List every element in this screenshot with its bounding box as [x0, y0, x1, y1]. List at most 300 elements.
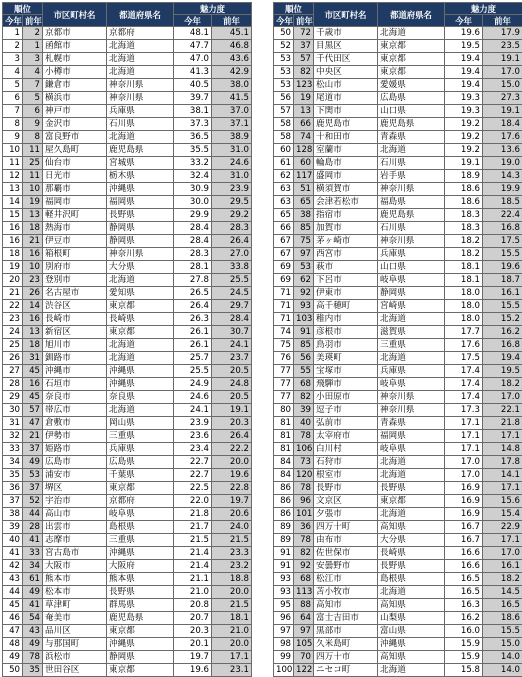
rank-this-year-cell: 48: [3, 638, 23, 651]
table-row: [274, 469, 522, 482]
rank-this-year-cell: 10: [3, 144, 23, 157]
prefecture-cell: 長野県: [378, 560, 445, 573]
rank-this-year-cell: 33: [3, 443, 23, 456]
score-last-year-cell: 26.4: [212, 235, 252, 248]
table-row: [3, 144, 252, 157]
score-this-year-cell: 18.0: [445, 287, 483, 300]
prefecture-cell: 東京都: [107, 482, 174, 495]
rank-last-year-header: 前年: [294, 15, 314, 27]
score-this-year-cell: 18.2: [445, 235, 483, 248]
prefecture-cell: 北海道: [378, 352, 445, 365]
rank-last-year-cell: 92: [294, 560, 314, 573]
rank-last-year-cell: 97: [294, 625, 314, 638]
score-this-year-cell: 28.1: [174, 261, 212, 274]
score-last-year-cell: 19.6: [212, 469, 252, 482]
score-this-year-cell: 22.7: [174, 469, 212, 482]
table-row: [3, 326, 252, 339]
rank-last-year-cell: 113: [294, 586, 314, 599]
city-cell: 浦安市: [43, 469, 107, 482]
city-cell: 伊豆市: [43, 235, 107, 248]
prefecture-cell: 岐阜県: [378, 378, 445, 391]
table-row: [274, 274, 522, 287]
score-this-year-cell: 26.5: [174, 287, 212, 300]
city-cell: 目黒区: [314, 40, 378, 53]
rank-last-year-cell: 14: [23, 300, 43, 313]
rank-this-year-cell: 24: [3, 326, 23, 339]
prefecture-cell: 北海道: [378, 27, 445, 40]
rank-last-year-cell: 26: [23, 287, 43, 300]
score-last-year-cell: 17.1: [483, 430, 522, 443]
prefecture-cell: 沖縄県: [107, 183, 174, 196]
table-row: [3, 560, 252, 573]
rank-this-year-cell: 8: [3, 118, 23, 131]
rank-this-year-cell: 52: [274, 40, 294, 53]
rank-last-year-cell: 54: [23, 612, 43, 625]
score-this-year-cell: 17.0: [445, 469, 483, 482]
score-this-year-cell: 15.9: [445, 638, 483, 651]
ranking-table-left: [2, 2, 252, 677]
table-row: [3, 469, 252, 482]
score-last-year-cell: 43.6: [212, 53, 252, 66]
prefecture-cell: 沖縄県: [378, 638, 445, 651]
table-row: [274, 456, 522, 469]
city-cell: 仙台市: [43, 157, 107, 170]
rank-this-year-cell: 16: [3, 222, 23, 235]
table-body-right: [274, 27, 522, 677]
rank-this-year-cell: 26: [3, 352, 23, 365]
score-last-year-cell: 28.4: [212, 313, 252, 326]
rank-this-year-cell: 62: [274, 170, 294, 183]
rank-this-year-cell: 89: [274, 534, 294, 547]
rank-last-year-cell: 101: [294, 508, 314, 521]
city-cell: 新宿区: [43, 326, 107, 339]
table-row: [3, 53, 252, 66]
rank-this-year-cell: 77: [274, 365, 294, 378]
prefecture-cell: 高知県: [378, 599, 445, 612]
table-row: [274, 391, 522, 404]
score-last-year-cell: 21.0: [212, 625, 252, 638]
prefecture-cell: 長野県: [107, 586, 174, 599]
score-last-year-header: 前年: [483, 15, 522, 27]
prefecture-cell: 兵庫県: [107, 105, 174, 118]
rank-this-year-cell: 67: [274, 248, 294, 261]
score-last-year-cell: 17.8: [483, 456, 522, 469]
table-row: [274, 339, 522, 352]
score-last-year-cell: 22.1: [483, 404, 522, 417]
table-row: [3, 79, 252, 92]
rank-this-year-cell: 19: [3, 261, 23, 274]
city-cell: 四万十市: [314, 651, 378, 664]
rank-this-year-cell: 77: [274, 378, 294, 391]
table-row: [274, 79, 522, 92]
score-this-year-cell: 16.2: [445, 612, 483, 625]
table-row: [274, 131, 522, 144]
score-last-year-cell: 19.7: [212, 495, 252, 508]
rank-last-year-cell: 66: [294, 118, 314, 131]
rank-this-year-cell: 32: [3, 430, 23, 443]
score-this-year-cell: 19.2: [445, 144, 483, 157]
rank-this-year-cell: 76: [274, 352, 294, 365]
score-this-year-cell: 18.1: [445, 261, 483, 274]
score-last-year-cell: 20.5: [212, 391, 252, 404]
score-last-year-cell: 17.9: [483, 27, 522, 40]
rank-last-year-cell: 36: [294, 521, 314, 534]
score-this-year-cell: 17.1: [445, 417, 483, 430]
prefecture-cell: 三重県: [107, 430, 174, 443]
prefecture-cell: 北海道: [107, 53, 174, 66]
prefecture-cell: 長野県: [107, 209, 174, 222]
table-row: [274, 612, 522, 625]
city-cell: 富士吉田市: [314, 612, 378, 625]
table-row: [274, 404, 522, 417]
score-this-year-cell: 40.5: [174, 79, 212, 92]
rank-last-year-cell: 18: [23, 339, 43, 352]
table-row: [3, 157, 252, 170]
table-row: [274, 313, 522, 326]
city-cell: 彦根市: [314, 326, 378, 339]
city-cell: 金沢市: [43, 118, 107, 131]
prefecture-cell: 高知県: [378, 521, 445, 534]
table-row: [274, 586, 522, 599]
table-row: [3, 378, 252, 391]
rank-last-year-cell: 56: [294, 352, 314, 365]
table-row: [3, 586, 252, 599]
rank-last-year-cell: 53: [294, 261, 314, 274]
rank-last-year-cell: 85: [294, 222, 314, 235]
score-last-year-cell: 15.2: [483, 313, 522, 326]
score-this-year-cell: 19.4: [445, 53, 483, 66]
prefecture-cell: 兵庫県: [107, 443, 174, 456]
prefecture-cell: 大分県: [107, 261, 174, 274]
prefecture-cell: 鹿児島県: [378, 118, 445, 131]
table-row: [274, 183, 522, 196]
prefecture-cell: 島根県: [378, 573, 445, 586]
table-row: [3, 118, 252, 131]
rank-last-year-cell: 16: [23, 313, 43, 326]
table-row: [274, 105, 522, 118]
prefecture-cell: 神奈川県: [378, 183, 445, 196]
score-last-year-cell: 15.0: [483, 638, 522, 651]
score-last-year-cell: 15.6: [483, 495, 522, 508]
score-this-year-cell: 18.2: [445, 248, 483, 261]
prefecture-cell: 福岡県: [107, 196, 174, 209]
rank-last-year-cell: 122: [294, 664, 314, 677]
city-cell: 富良野市: [43, 131, 107, 144]
score-last-year-cell: 20.6: [212, 508, 252, 521]
score-this-year-cell: 38.1: [174, 105, 212, 118]
score-last-year-cell: 18.1: [212, 612, 252, 625]
score-last-year-cell: 26.4: [212, 430, 252, 443]
prefecture-cell: 高知県: [378, 651, 445, 664]
score-this-year-cell: 16.3: [445, 599, 483, 612]
rank-this-year-cell: 43: [3, 573, 23, 586]
score-last-year-cell: 30.7: [212, 326, 252, 339]
prefecture-cell: 鹿児島県: [107, 144, 174, 157]
rank-last-year-cell: 47: [23, 417, 43, 430]
rank-this-year-cell: 42: [3, 560, 23, 573]
table-row: [274, 560, 522, 573]
city-cell: 奈良市: [43, 391, 107, 404]
rank-this-year-cell: 63: [274, 196, 294, 209]
rank-last-year-cell: 106: [294, 443, 314, 456]
rank-last-year-cell: 37: [294, 40, 314, 53]
city-cell: 千歳市: [314, 27, 378, 40]
city-cell: 石垣市: [43, 378, 107, 391]
table-row: [274, 521, 522, 534]
score-last-year-cell: 18.2: [483, 378, 522, 391]
prefecture-cell: 福島県: [378, 196, 445, 209]
score-this-year-cell: 19.5: [445, 40, 483, 53]
rank-last-year-cell: 37: [23, 482, 43, 495]
score-last-year-cell: 27.3: [483, 92, 522, 105]
rank-last-year-cell: 73: [294, 456, 314, 469]
score-last-year-cell: 28.3: [212, 222, 252, 235]
score-last-year-cell: 29.5: [212, 196, 252, 209]
prefecture-cell: 石川県: [378, 157, 445, 170]
score-this-year-cell: 18.6: [445, 183, 483, 196]
table-row: [3, 443, 252, 456]
rank-last-year-cell: 57: [294, 53, 314, 66]
rank-last-year-cell: 64: [294, 612, 314, 625]
rank-last-year-cell: 75: [294, 235, 314, 248]
score-this-year-cell: 47.7: [174, 40, 212, 53]
rank-this-year-cell: 69: [274, 261, 294, 274]
rank-this-year-cell: 39: [3, 521, 23, 534]
table-row: [274, 118, 522, 131]
score-last-year-cell: 17.0: [483, 391, 522, 404]
table-row: [274, 599, 522, 612]
score-this-year-cell: 29.9: [174, 209, 212, 222]
table-row: [3, 170, 252, 183]
prefecture-cell: 沖縄県: [107, 378, 174, 391]
rank-this-year-cell: 50: [3, 664, 23, 677]
score-this-year-cell: 19.7: [174, 651, 212, 664]
city-cell: 箱根町: [43, 248, 107, 261]
score-last-year-cell: 20.3: [212, 417, 252, 430]
city-cell: 茅ヶ崎市: [314, 235, 378, 248]
city-cell: 鹿児島市: [314, 118, 378, 131]
score-this-year-cell: 17.0: [445, 456, 483, 469]
prefecture-cell: 千葉県: [107, 469, 174, 482]
rank-this-year-cell: 77: [274, 391, 294, 404]
city-cell: 熱海市: [43, 222, 107, 235]
score-last-year-cell: 41.5: [212, 92, 252, 105]
score-this-year-cell: 18.3: [445, 209, 483, 222]
rank-last-year-cell: 49: [23, 586, 43, 599]
table-row: [274, 27, 522, 40]
score-last-year-cell: 29.7: [212, 300, 252, 313]
rank-last-year-cell: 53: [23, 469, 43, 482]
table-row: [274, 66, 522, 79]
score-last-year-cell: 38.0: [212, 79, 252, 92]
rank-last-year-cell: 93: [294, 300, 314, 313]
city-cell: 飛騨市: [314, 378, 378, 391]
table-row: [274, 625, 522, 638]
rank-this-year-cell: 30: [3, 404, 23, 417]
score-last-year-cell: 22.2: [212, 443, 252, 456]
prefecture-cell: 広島県: [107, 456, 174, 469]
rank-this-year-cell: 4: [3, 66, 23, 79]
prefecture-cell: 北海道: [378, 144, 445, 157]
rank-last-year-cell: 9: [23, 118, 43, 131]
city-cell: 西宮市: [314, 248, 378, 261]
prefecture-cell: 大阪府: [107, 560, 174, 573]
rank-last-year-cell: 33: [23, 547, 43, 560]
rank-this-year-cell: 13: [3, 183, 23, 196]
city-cell: 太宰府市: [314, 430, 378, 443]
score-this-year-cell: 19.2: [445, 118, 483, 131]
rank-last-year-cell: 78: [294, 430, 314, 443]
score-this-year-cell: 17.4: [445, 365, 483, 378]
score-last-year-cell: 15.0: [483, 79, 522, 92]
rank-this-year-cell: 93: [274, 586, 294, 599]
city-cell: 広島市: [43, 456, 107, 469]
rank-last-year-cell: 10: [23, 183, 43, 196]
prefecture-cell: 山口県: [378, 105, 445, 118]
score-header: 魅力度: [174, 3, 252, 15]
score-this-year-cell: 19.1: [445, 157, 483, 170]
table-row: [274, 196, 522, 209]
score-last-year-cell: 19.5: [483, 365, 522, 378]
rank-last-year-cell: 97: [294, 248, 314, 261]
city-cell: 別府市: [43, 261, 107, 274]
prefecture-cell: 沖縄県: [107, 365, 174, 378]
score-last-year-cell: 42.9: [212, 66, 252, 79]
rank-this-year-cell: 61: [274, 157, 294, 170]
prefecture-cell: 北海道: [378, 469, 445, 482]
prefecture-cell: 宮崎県: [378, 300, 445, 313]
rank-this-year-cell: 46: [3, 612, 23, 625]
score-last-year-cell: 17.0: [483, 66, 522, 79]
score-last-year-cell: 18.2: [483, 573, 522, 586]
rank-this-year-header: 今年: [3, 15, 23, 27]
rank-this-year-cell: 96: [274, 612, 294, 625]
rank-this-year-cell: 58: [274, 131, 294, 144]
prefecture-cell: 岐阜県: [107, 508, 174, 521]
table-row: [3, 27, 252, 40]
score-last-year-cell: 15.4: [483, 508, 522, 521]
rank-this-year-cell: 44: [3, 586, 23, 599]
table-row: [274, 261, 522, 274]
score-this-year-cell: 19.6: [445, 27, 483, 40]
city-cell: 品川区: [43, 625, 107, 638]
score-this-year-cell: 20.7: [174, 612, 212, 625]
rank-last-year-cell: 16: [23, 378, 43, 391]
prefecture-cell: 神奈川県: [378, 404, 445, 417]
city-cell: 逗子市: [314, 404, 378, 417]
rank-this-year-cell: 84: [274, 469, 294, 482]
city-cell: 下関市: [314, 105, 378, 118]
rank-this-year-cell: 53: [274, 66, 294, 79]
rank-this-year-cell: 91: [274, 547, 294, 560]
city-cell: 札幌市: [43, 53, 107, 66]
score-this-year-cell: 27.8: [174, 274, 212, 287]
table-row: [3, 482, 252, 495]
rank-this-year-cell: 20: [3, 274, 23, 287]
score-last-year-cell: 45.1: [212, 27, 252, 40]
score-last-year-cell: 19.0: [483, 157, 522, 170]
prefecture-cell: 神奈川県: [378, 235, 445, 248]
score-last-year-cell: 22.4: [483, 209, 522, 222]
table-row: [274, 287, 522, 300]
prefecture-cell: 愛媛県: [378, 79, 445, 92]
score-last-year-cell: 24.0: [212, 521, 252, 534]
city-cell: 高知市: [314, 599, 378, 612]
rank-last-year-cell: 88: [294, 599, 314, 612]
city-cell: 尾道市: [314, 92, 378, 105]
score-this-year-cell: 23.4: [174, 443, 212, 456]
rank-this-year-cell: 67: [274, 235, 294, 248]
city-cell: 長崎市: [43, 313, 107, 326]
rank-this-year-cell: 69: [274, 274, 294, 287]
score-this-year-cell: 19.2: [445, 131, 483, 144]
prefecture-cell: 兵庫県: [378, 248, 445, 261]
city-header: 市区町村名: [43, 3, 107, 27]
rank-this-year-cell: 37: [3, 495, 23, 508]
city-cell: 松山市: [314, 79, 378, 92]
table-row: [274, 157, 522, 170]
rank-this-year-cell: 2: [3, 40, 23, 53]
rank-last-year-cell: 23: [23, 274, 43, 287]
score-last-year-cell: 24.6: [212, 157, 252, 170]
rank-this-year-cell: 97: [274, 625, 294, 638]
rank-this-year-cell: 28: [3, 378, 23, 391]
score-last-year-cell: 23.2: [212, 560, 252, 573]
city-cell: 高山市: [43, 508, 107, 521]
rank-this-year-cell: 86: [274, 495, 294, 508]
city-cell: 小樽市: [43, 66, 107, 79]
rank-this-year-cell: 3: [3, 53, 23, 66]
table-row: [3, 430, 252, 443]
table-row: [274, 326, 522, 339]
score-last-year-cell: 20.5: [212, 365, 252, 378]
rank-this-year-cell: 35: [3, 469, 23, 482]
score-last-year-cell: 37.0: [212, 105, 252, 118]
score-this-year-cell: 25.7: [174, 352, 212, 365]
city-cell: 黒部市: [314, 625, 378, 638]
score-this-year-cell: 18.0: [445, 300, 483, 313]
score-last-year-cell: 18.8: [212, 573, 252, 586]
rank-this-year-cell: 18: [3, 248, 23, 261]
rank-last-year-cell: 82: [294, 66, 314, 79]
table-row: [3, 612, 252, 625]
score-last-year-cell: 14.0: [483, 651, 522, 664]
rank-this-year-cell: 53: [274, 79, 294, 92]
score-last-year-cell: 14.1: [483, 469, 522, 482]
city-cell: 鳥羽市: [314, 339, 378, 352]
score-last-year-cell: 17.6: [483, 131, 522, 144]
city-cell: 出雲市: [43, 521, 107, 534]
score-this-year-cell: 16.6: [445, 560, 483, 573]
rank-last-year-cell: 1: [23, 40, 43, 53]
rank-last-year-cell: 13: [294, 105, 314, 118]
prefecture-cell: 岡山県: [107, 417, 174, 430]
city-cell: 盛岡市: [314, 170, 378, 183]
prefecture-cell: 北海道: [107, 339, 174, 352]
city-cell: 軽井沢町: [43, 209, 107, 222]
score-this-year-cell: 22.0: [174, 495, 212, 508]
prefecture-cell: 石川県: [107, 118, 174, 131]
score-this-year-cell: 21.4: [174, 560, 212, 573]
prefecture-header: 都道府県名: [107, 3, 174, 27]
city-cell: 久米島町: [314, 638, 378, 651]
score-last-year-cell: 21.8: [483, 417, 522, 430]
rank-this-year-cell: 74: [274, 326, 294, 339]
score-last-year-cell: 17.1: [483, 482, 522, 495]
prefecture-cell: 東京都: [378, 53, 445, 66]
city-cell: 輪島市: [314, 157, 378, 170]
prefecture-cell: 京都府: [107, 495, 174, 508]
